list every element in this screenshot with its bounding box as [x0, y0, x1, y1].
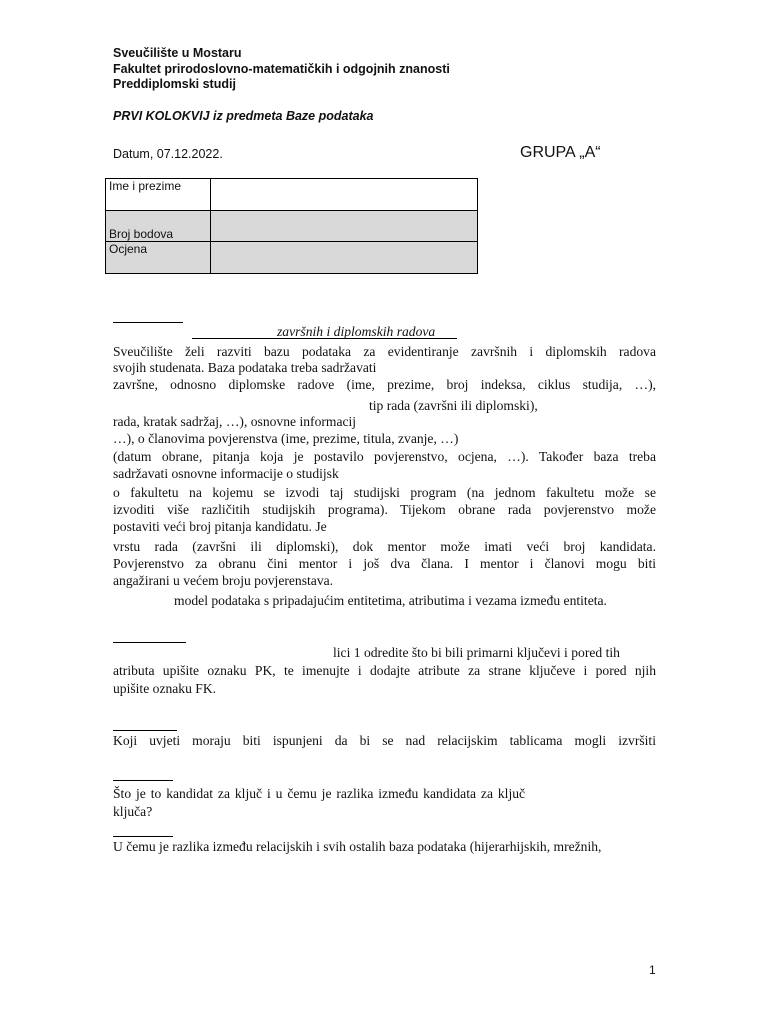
task-1-marker-line — [113, 322, 183, 323]
task-1-title: završnih i diplomskih radova — [277, 324, 436, 339]
task-5-line: U čemu je razlika između relacijskih i svih ostalih baza podataka (hijerarhijskih, mrežnih, — [113, 839, 602, 854]
task-1-line: …), o članovima povjerenstva (ime, prezime, titula, zvanje, …) — [113, 431, 459, 446]
task-4-marker-line — [113, 780, 173, 781]
faculty-name: Fakultet prirodoslovno-matematičkih i odgojnih znanosti — [113, 62, 450, 76]
exam-title: PRVI KOLOKVIJ iz predmeta Baze podataka — [113, 109, 374, 123]
task-4-line: Što je to kandidat za ključ i u čemu je razlika između kandidata za ključ — [113, 786, 526, 801]
task-1-line: rada, kratak sadržaj, …), osnovne informacij — [113, 414, 357, 429]
task-2-marker-line — [113, 642, 186, 643]
task-1-line: sadržavati osnovne informacije o studijsk — [113, 466, 339, 481]
student-info-table — [105, 178, 478, 274]
task-1-line: vrstu rada (završni ili diplomski), dok mentor može imati veći broj kandidata. — [113, 539, 656, 554]
group-label: GRUPA „A“ — [520, 144, 601, 161]
task-2-line: atributa upišite oznaku PK, te imenujte i dodajte atribute za strane ključeve i pored njih — [113, 663, 656, 678]
table-row — [106, 211, 478, 242]
points-field[interactable] — [211, 211, 478, 242]
task-1-line: model podataka s pripadajućim entitetima, atributima i vezama između entiteta. — [174, 593, 607, 608]
task-1-line: angažirani u većem broju povjerenstava. — [113, 573, 334, 588]
task-3-marker-line — [113, 730, 177, 731]
task-1-line: Sveučilište želi razviti bazu podataka za evidentiranje završnih i diplomskih radova — [113, 344, 656, 359]
grade-label: Ocjena — [106, 242, 211, 274]
task-3-line: Koji uvjeti moraju biti ispunjeni da bi se nad relacijskim tablicama mogli izvršiti — [113, 733, 656, 748]
task-1-line: (datum obrane, pitanja koja je postavilo povjerenstvo, ocjena, …). Također baza treba — [113, 449, 656, 464]
task-1-line: postaviti veći broj pitanja kandidatu. Je — [113, 519, 327, 534]
task-1-line: završne, odnosno diplomske radove (ime, prezime, broj indeksa, ciklus studija, …), — [113, 377, 656, 392]
exam-date: Datum, 07.12.2022. — [113, 147, 223, 161]
task-1-line: izvoditi više različitih studijskih programa). Tijekom obrane rada povjerenstvo može — [113, 502, 656, 517]
name-label: Ime i prezime — [106, 179, 211, 211]
name-field[interactable] — [211, 179, 478, 211]
grade-field[interactable] — [211, 242, 478, 274]
task-1-line: tip rada (završni ili diplomski), — [369, 398, 538, 413]
task-4-line: ključa? — [113, 804, 153, 819]
table-row — [106, 242, 478, 274]
table-row — [106, 179, 478, 211]
study-program: Preddiplomski studij — [113, 77, 236, 91]
points-label: Broj bodova — [106, 211, 211, 242]
university-name: Sveučilište u Mostaru — [113, 46, 242, 60]
page-number: 1 — [649, 963, 656, 977]
task-5-marker-line — [113, 836, 173, 837]
task-2-line: upišite oznaku FK. — [113, 681, 217, 696]
task-1-line: o fakultetu na kojemu se izvodi taj studijski program (na jednom fakultetu može se — [113, 485, 656, 500]
task-1-line: Povjerenstvo za obranu čini mentor i još dva člana. I mentor i članovi mogu biti — [113, 556, 656, 571]
task-1-line: svojih studenata. Baza podataka treba sadržavati — [113, 360, 377, 375]
task-2-line: lici 1 odredite što bi bili primarni ključevi i pored tih — [333, 645, 620, 660]
